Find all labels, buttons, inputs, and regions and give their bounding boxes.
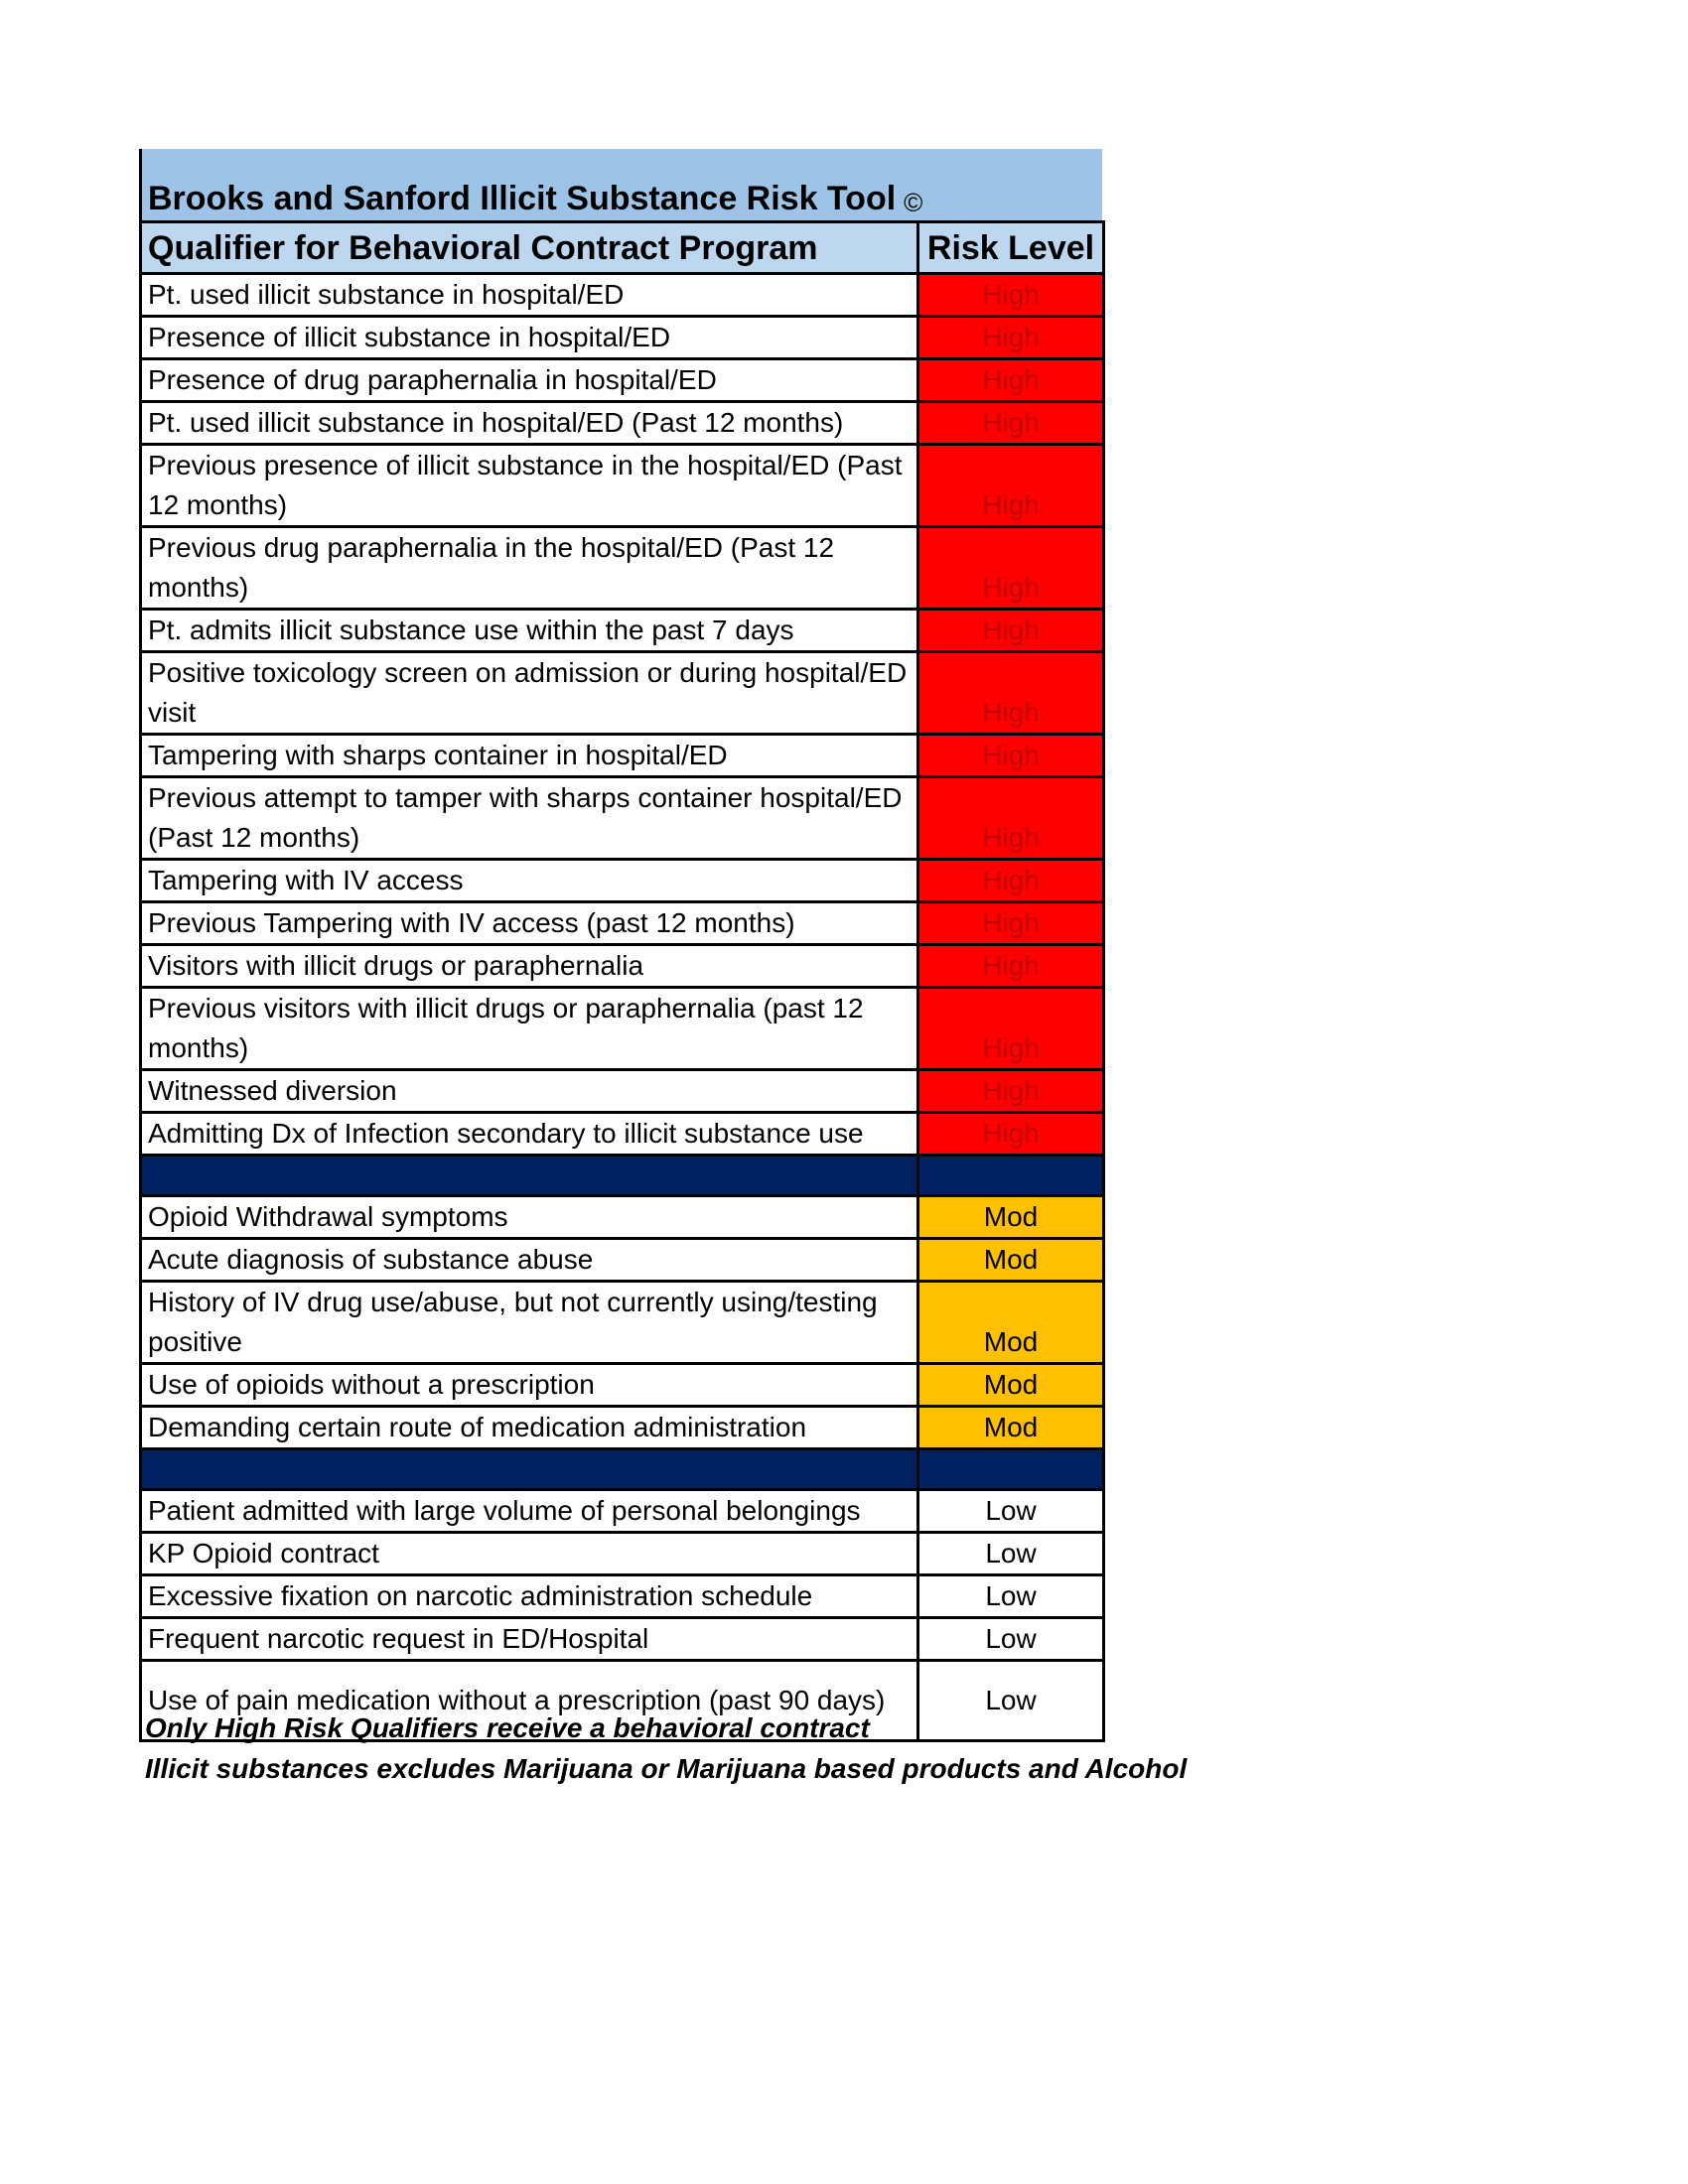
qualifier-column-header: Qualifier for Behavioral Contract Program (141, 222, 918, 274)
qualifier-cell: Pt. admits illicit substance use within the past 7 days (141, 610, 918, 652)
qualifier-cell: Pt. used illicit substance in hospital/ED (141, 274, 918, 317)
risk-level-cell: Mod (918, 1282, 1104, 1364)
risk-level-cell: Low (918, 1575, 1104, 1618)
separator-cell-risk (918, 1156, 1104, 1196)
separator-cell-qualifier (141, 1449, 918, 1490)
qualifier-cell: Patient admitted with large volume of personal belongings (141, 1490, 918, 1533)
risk-level-cell: High (918, 359, 1104, 402)
risk-level-cell: Low (918, 1490, 1104, 1533)
qualifier-cell: Presence of drug paraphernalia in hospital/ED (141, 359, 918, 402)
qualifier-cell: Opioid Withdrawal symptoms (141, 1196, 918, 1239)
qualifier-cell: History of IV drug use/abuse, but not currently using/testing positive (141, 1282, 918, 1364)
table-row (141, 1070, 1104, 1113)
qualifier-cell: Pt. used illicit substance in hospital/ED (Past 12 months) (141, 402, 918, 445)
copyright-symbol: © (904, 188, 923, 217)
table-row (141, 1113, 1104, 1156)
table-header-row (141, 222, 1104, 274)
table-row (141, 1239, 1104, 1282)
table-row (141, 652, 1104, 735)
qualifier-cell: Visitors with illicit drugs or paraphernalia (141, 945, 918, 988)
qualifier-cell: Acute diagnosis of substance abuse (141, 1239, 918, 1282)
table-row (141, 527, 1104, 610)
risk-level-cell: Low (918, 1661, 1104, 1741)
table-row (141, 1196, 1104, 1239)
qualifier-cell: KP Opioid contract (141, 1533, 918, 1575)
risk-level-cell: High (918, 988, 1104, 1070)
risk-level-cell: Mod (918, 1407, 1104, 1449)
risk-level-cell: High (918, 945, 1104, 988)
table-row (141, 1575, 1104, 1618)
qualifier-cell: Use of opioids without a prescription (141, 1364, 918, 1407)
risk-level-cell: High (918, 402, 1104, 445)
risk-table-body (141, 222, 1104, 1741)
risk-level-cell: High (918, 1113, 1104, 1156)
table-row (141, 1618, 1104, 1661)
table-row (141, 610, 1104, 652)
qualifier-cell: Previous drug paraphernalia in the hospital/ED (Past 12 months) (141, 527, 918, 610)
footnote-behavioral-contract: Only High Risk Qualifiers receive a behavioral contract (145, 1712, 870, 1743)
qualifier-cell: Previous presence of illicit substance in the hospital/ED (Past 12 months) (141, 445, 918, 527)
footnotes (145, 1707, 1187, 1789)
qualifier-cell: Presence of illicit substance in hospital/ED (141, 317, 918, 359)
risk-level-cell: High (918, 445, 1104, 527)
qualifier-cell: Witnessed diversion (141, 1070, 918, 1113)
qualifier-cell: Use of pain medication without a prescription (past 90 days) (141, 1661, 918, 1741)
section-separator (141, 1449, 1104, 1490)
qualifier-cell: Previous visitors with illicit drugs or paraphernalia (past 12 months) (141, 988, 918, 1070)
table-row (141, 777, 1104, 860)
risk-level-cell: High (918, 1070, 1104, 1113)
table-row (141, 1533, 1104, 1575)
qualifier-cell: Tampering with IV access (141, 860, 918, 902)
qualifier-cell: Admitting Dx of Infection secondary to illicit substance use (141, 1113, 918, 1156)
section-separator (141, 1156, 1104, 1196)
tool-title: Brooks and Sanford Illicit Substance Risk Tool (148, 180, 897, 217)
separator-cell-risk (918, 1449, 1104, 1490)
qualifier-cell: Demanding certain route of medication administration (141, 1407, 918, 1449)
risk-tool (139, 149, 1102, 1742)
table-row (141, 1364, 1104, 1407)
table-row (141, 860, 1104, 902)
risk-level-cell: Mod (918, 1196, 1104, 1239)
qualifier-cell: Positive toxicology screen on admission or during hospital/ED visit (141, 652, 918, 735)
risk-level-cell: Low (918, 1533, 1104, 1575)
footnote-illicit-substances: Illicit substances excludes Marijuana or Marijuana based products and Alcohol (145, 1753, 1188, 1784)
table-row (141, 945, 1104, 988)
qualifier-cell: Previous attempt to tamper with sharps container hospital/ED (Past 12 months) (141, 777, 918, 860)
qualifier-cell: Frequent narcotic request in ED/Hospital (141, 1618, 918, 1661)
qualifier-cell: Excessive fixation on narcotic administration schedule (141, 1575, 918, 1618)
risk-level-column-header: Risk Level (918, 222, 1104, 274)
qualifier-cell: Previous Tampering with IV access (past 12 months) (141, 902, 918, 945)
table-row (141, 735, 1104, 777)
risk-table (139, 220, 1105, 1742)
risk-level-cell: High (918, 610, 1104, 652)
table-row (141, 1407, 1104, 1449)
title-bar (139, 149, 1102, 220)
table-row (141, 274, 1104, 317)
table-row (141, 317, 1104, 359)
risk-level-cell: High (918, 317, 1104, 359)
table-row (141, 902, 1104, 945)
risk-level-cell: High (918, 652, 1104, 735)
risk-level-cell: High (918, 902, 1104, 945)
risk-level-cell: High (918, 735, 1104, 777)
risk-level-cell: Mod (918, 1364, 1104, 1407)
table-row (141, 988, 1104, 1070)
risk-level-cell: High (918, 527, 1104, 610)
table-row (141, 445, 1104, 527)
separator-cell-qualifier (141, 1156, 918, 1196)
risk-level-cell: Low (918, 1618, 1104, 1661)
table-row (141, 402, 1104, 445)
table-row (141, 1490, 1104, 1533)
risk-level-cell: High (918, 860, 1104, 902)
risk-level-cell: High (918, 274, 1104, 317)
risk-level-cell: High (918, 777, 1104, 860)
risk-level-cell: Mod (918, 1239, 1104, 1282)
table-row (141, 359, 1104, 402)
table-row (141, 1282, 1104, 1364)
qualifier-cell: Tampering with sharps container in hospital/ED (141, 735, 918, 777)
